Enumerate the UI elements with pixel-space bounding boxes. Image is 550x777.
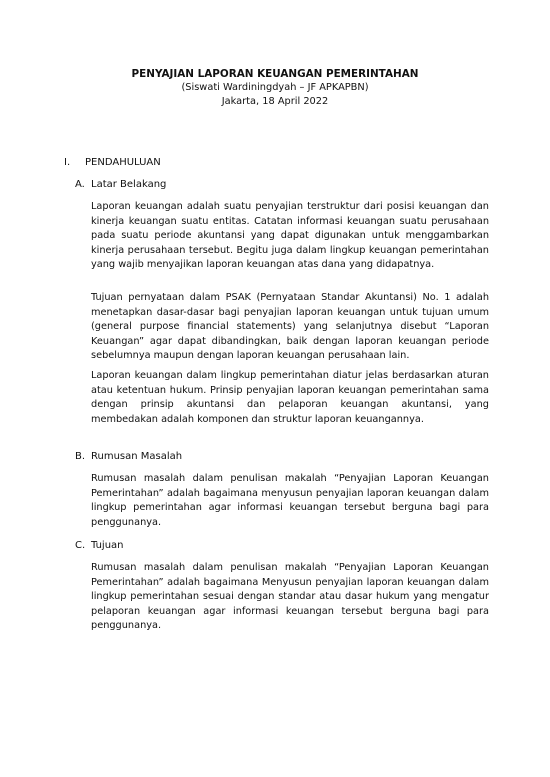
subsection-letter: A. bbox=[75, 179, 85, 190]
document-title: PENYAJIAN LAPORAN KEUANGAN PEMERINTAHAN bbox=[131, 68, 419, 80]
section-heading bbox=[64, 156, 161, 170]
paragraph: Rumusan masalah dalam penulisan makalah “Penyajian Laporan Keuangan Pemerintahan” adalah bagaimana menyusun penyajian laporan keuangan dalam lingkup pemerintahan agar informasi keuangan tersebut berguna bagi para penggunanya. bbox=[91, 473, 489, 528]
section-number: I. bbox=[64, 157, 71, 168]
section-title: PENDAHULUAN bbox=[85, 157, 161, 168]
paragraph: Laporan keuangan dalam lingkup pemerintahan diatur jelas berdasarkan aturan atau ketentuan hukum. Prinsip penyajian laporan keuangan pemerintahan sama dengan prinsip akuntansi dan pelaporan keuangan akuntansi, yang membedakan adalah komponen dan struktur laporan keuangannya. bbox=[91, 370, 489, 425]
paragraph: Tujuan pernyataan dalam PSAK (Pernyataan Standar Akuntansi) No. 1 adalah menetapkan dasar-dasar bagi penyajian laporan keuangan untuk tujuan umum (general purpose financial statements) yang selanjutnya disebut “Laporan Keuangan” agar dapat dibandingkan, baik dengan laporan keuangan periode sebelumnya maupun dengan laporan keuangan perusahaan lain. bbox=[91, 292, 489, 361]
paragraph: Laporan keuangan adalah suatu penyajian terstruktur dari posisi keuangan dan kinerja keuangan suatu entitas. Catatan informasi keuangan suatu perusahaan pada suatu periode akuntansi yang dapat digunakan untuk menggambarkan kinerja perusahaan tersebut. Begitu juga dalam lingkup keuangan pemerintahan yang wajib menyajikan laporan keuangan atas dana yang didapatnya. bbox=[91, 201, 489, 270]
subsection-letter: B. bbox=[75, 451, 86, 462]
subsection-title: Rumusan Masalah bbox=[91, 451, 183, 462]
document-header bbox=[0, 67, 550, 109]
subsection-title: Latar Belakang bbox=[91, 179, 167, 190]
subsection-heading-rumusan-masalah bbox=[75, 450, 182, 464]
subsection-heading-tujuan bbox=[75, 539, 124, 553]
document-author: (Siswati Wardiningdyah – JF APKAPBN) bbox=[181, 82, 369, 93]
subsection-title: Tujuan bbox=[91, 540, 124, 551]
paragraph: Rumusan masalah dalam penulisan makalah “Penyajian Laporan Keuangan Pemerintahan” adalah bagaimana Menyusun penyajian laporan keuangan dalam lingkup pemerintahan sesuai dengan standar atau dasar hukum yang mengatur pelaporan keuangan agar informasi keuangan tersebut berguna bagi para penggunanya. bbox=[91, 562, 489, 631]
subsection-heading-latar-belakang bbox=[75, 178, 166, 192]
subsection-letter: C. bbox=[75, 540, 86, 551]
document-place-date: Jakarta, 18 April 2022 bbox=[221, 96, 329, 107]
